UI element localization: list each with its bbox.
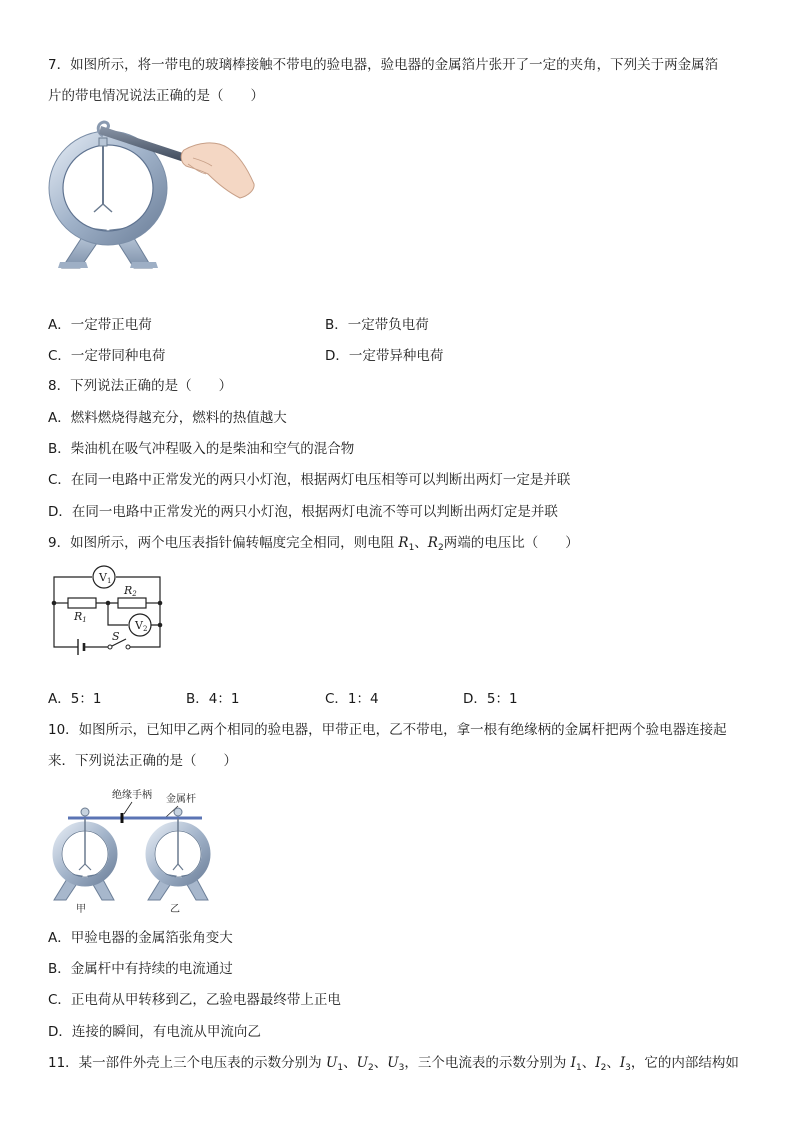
q9-option-c: C．1：4 [325,691,379,707]
insulating-handle-label: 绝缘手柄 [112,790,152,801]
q11-stem: 11．某一部件外壳上三个电压表的示数分别为 $U_1$、$U_2$、$U_3$，三个电流表的示数分别为 $I_1$、$I_2$、$I_3$，它的内部结构如 [48,1055,739,1073]
switch-label: S [112,630,120,643]
electroscope-yi [148,808,208,900]
q8-option-b: B．柴油机在吸气冲程吸入的是柴油和空气的混合物 [48,441,355,457]
q9-option-b: B．4：1 [186,691,240,707]
q7-stem-line1: 7．如图所示，将一带电的玻璃棒接触不带电的验电器，验电器的金属箔片张开了一定的夹角，下列关于两金属箔 [48,57,719,73]
r1-label: R1 [74,610,87,624]
q7-option-b: B．一定带负电荷 [325,317,429,333]
q10-option-c: C．正电荷从甲转移到乙，乙验电器最终带上正电 [48,992,341,1008]
yi-label: 乙 [170,904,180,914]
q8-stem: 8．下列说法正确的是（ ） [48,378,233,394]
q7-option-c: C．一定带同种电荷 [48,348,166,364]
q7-electroscope-figure [48,112,260,274]
q8-option-a: A．燃料燃烧得越充分，燃料的热值越大 [48,410,287,426]
r1-symbol: R [398,535,409,551]
v2-label: V2 [135,619,148,633]
q10-stem-line1: 10．如图所示，已知甲乙两个相同的验电器，甲带正电，乙不带电，拿一根有绝缘柄的金属杆把两个验电器连接起 [48,722,727,738]
q10-stem-line2: 来．下列说法正确的是（ ） [48,753,237,769]
q10-option-d: D．连接的瞬间，有电流从甲流向乙 [48,1024,261,1040]
v1-label: V1 [99,571,112,585]
q10-option-b: B．金属杆中有持续的电流通过 [48,961,233,977]
q10-electroscopes-figure [48,784,224,914]
q7-stem-line2: 片的带电情况说法正确的是（ ） [48,88,264,104]
q8-option-d: D．在同一电路中正常发光的两只小灯泡，根据两灯电流不等可以判断出两灯定是并联 [48,504,558,520]
q9-circuit-diagram [48,563,172,663]
q8-option-c: C．在同一电路中正常发光的两只小灯泡，根据两灯电压相等可以判断出两灯一定是并联 [48,472,571,488]
q10-option-a: A．甲验电器的金属箔张角变大 [48,930,233,946]
electroscope-jia [54,808,114,900]
q9-option-d: D．5：1 [463,691,518,707]
q9-option-a: A．5：1 [48,691,102,707]
r2-label: R2 [124,584,137,598]
q7-option-d: D．一定带异种电荷 [325,348,444,364]
jia-label: 甲 [76,904,86,914]
r2-symbol: R [427,535,438,551]
metal-rod-label: 金属杆 [166,794,196,805]
q9-stem: 9．如图所示，两个电压表指针偏转幅度完全相同，则电阻 $R_1$、$R_2$两端的电压比（ ） [48,535,579,553]
q7-option-a: A．一定带正电荷 [48,317,152,333]
